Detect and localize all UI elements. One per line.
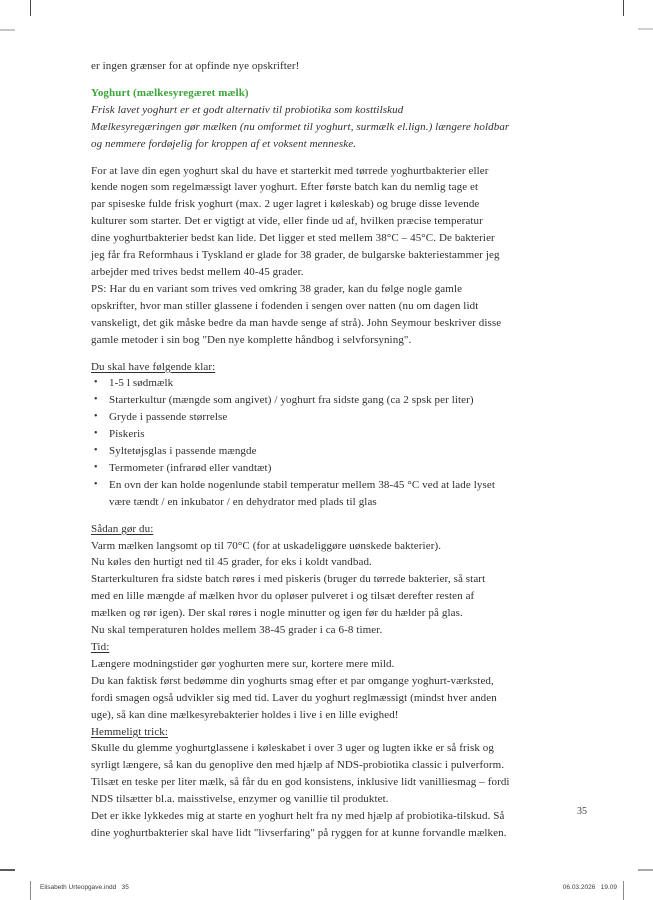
page-number: 35 [577,806,587,817]
text-line: gamle metoder i sin bog "Den nye komplette håndbog i selvforsyning". [91,333,412,346]
bullet-text [109,426,571,443]
bullet-dot-icon: • [94,478,98,490]
text-line: vanskeligt, det gik måske bedre da man havde senge af strå). John Seymour beskriver disse [91,316,502,329]
bullet-text [109,477,571,511]
crop-mark-bottom-left-horizontal [0,869,15,871]
text-line: mælken og rør igen). Der skal røres i nogle minutter og igen før du hælder på glas. [91,607,463,620]
sub-heading: Tid: [91,641,110,653]
text-line: kulturer som starter. Det er vigtigt at vide, eller finde ud af, hvilken præcise temperatur [91,215,483,228]
slug-divider-right [623,881,624,900]
bullet-text [109,460,571,477]
crop-mark-top-left-horizontal [0,29,15,31]
footer-datetime: 06.03.2026 19.09 [562,884,617,891]
footer-filename: Elisabeth Urteopgave.indd 35 [40,884,129,891]
text-line: Termometer (infrarød eller vandtæt) [109,461,272,474]
text-line: Nu køles den hurtigt ned til 45 grader, for eks i koldt vandbad. [91,556,372,569]
crop-mark-top-left-vertical [30,0,31,16]
text-line: arbejder med trives bedst mellem 40-45 grader. [91,265,304,278]
text-line: Starterkultur (mængde som angivet) / yoghurt fra sidste gang (ca 2 spsk per liter) [109,394,474,407]
text-line: Mælkesyregæringen gør mælken (nu omformet til yoghurt, surmælk el.lign.) længere holdbar [91,120,510,133]
bullet-item [91,460,571,477]
text-line: dine yoghurtbakterier bedst kan lide. Det ligger et sted mellem 38°C – 45°C. De bakterier [91,232,495,245]
text-line: par spiseske fulde frisk yoghurt (max. 2 uger lagret i køleskab) og bruge disse levende [91,198,480,211]
text-line: med en lille mængde af mælken hvor du opløser pulveret i og tilsæt derefter resten af [91,590,475,603]
bullet-item [91,409,571,426]
bullet-text [109,392,571,409]
paragraph [91,656,571,724]
bullet-text [109,409,571,426]
text-line: og nemmere fordøjelig for kroppen af et voksent menneske. [91,137,357,150]
text-line: For at lave din egen yoghurt skal du have et starterkit med tørrede yoghurtbakterier eller [91,164,489,177]
text-line: Skulle du glemme yoghurtglassene i køleskabet i over 3 uger og lugten ikke er så frisk og [91,742,494,755]
text-line: kende nogen som regelmæssigt laver yoghurt. Efter første batch kan du nemlig tage et [91,181,479,194]
text-line: Varm mælken langsomt op til 70°C (for at uskadeliggøre uønskede bakterier). [91,539,442,552]
bullet-item [91,477,571,511]
text-line: være tændt / en inkubator / en dehydrator med plads til glas [109,495,377,508]
bullet-dot-icon: • [94,411,98,423]
bullet-item [91,443,571,460]
text-line: En ovn der kan holde nogenlunde stabil temperatur mellem 38-45 °C ved at lade lyset [109,478,495,491]
paragraph [91,58,571,75]
text-line: uge), så kan dine mælkesyrebakterier holdes i live i en lille evighed! [91,708,399,721]
lead-paragraph [91,102,571,153]
text-line: er ingen grænser for at opfinde nye opskrifter! [91,60,300,72]
slug-divider-left [30,881,31,900]
bullet-dot-icon: • [94,377,98,389]
crop-mark-top-right-vertical [623,0,624,16]
sub-heading: Sådan gør du: [91,522,154,535]
text-line: Syltetøjsglas i passende mængde [109,445,257,458]
paragraph [91,538,571,639]
bullet-item [91,392,571,409]
text-line: jeg får fra Reformhaus i Tyskland er glade for 38 grader, de bulgarske bakteriestammer jeg [91,249,500,262]
section-heading: Yoghurt (mælkesyregæret mælk) [91,86,249,99]
bullet-item [91,375,571,392]
text-line: Starterkulturen fra sidste batch røres i med piskeris (bruger du tørrede bakterier, så start [91,573,486,586]
bullet-item [91,426,571,443]
text-line: 1-5 l sødmælk [109,377,174,390]
text-line: Gryde i passende størrelse [109,411,228,424]
bullet-dot-icon: • [94,394,98,406]
text-line: NDS tilsætter bl.a. maisstivelse, enzymer og vanillie til produktet. [91,793,389,806]
text-line: fordi smagen også udvikler sig med tid. Laver du yoghurt reglmæssigt (mindst hver anden [91,691,497,704]
text-line: opskrifter, hvor man stiller glassene i fodenden i sengen over natten (nu om dagen lidt [91,299,479,312]
bullet-text [109,443,571,460]
text-line: Længere modningstider gør yoghurten mere sur, kortere mere mild. [91,657,395,670]
crop-mark-top-right-horizontal [638,28,653,30]
text-line: Frisk lavet yoghurt er et godt alternativ til probiotika som kosttilskud [91,103,404,116]
text-line: Nu skal temperaturen holdes mellem 38-45 grader i ca 6-8 timer. [91,624,383,637]
text-line: PS: Har du en variant som trives ved omkring 38 grader, kan du følge nogle gamle [91,282,463,295]
text-line: dine yoghurtbakterier skal have lidt "livserfaring" på ryggen for at kunne forvandle mælken. [91,826,507,839]
sub-heading: Hemmeligt trick: [91,725,169,738]
bullet-dot-icon: • [94,461,98,473]
text-line: Tilsæt en teske per liter mælk, så får du en god konsistens, inklusive lidt vanilliesmag – fordi [91,776,510,789]
bullet-list [91,375,571,510]
sub-heading: Du skal have følgende klar: [91,360,216,373]
bullet-dot-icon: • [94,445,98,457]
bullet-dot-icon: • [94,428,98,440]
text-line: Du kan faktisk først bedømme din yoghurts smag efter et par omgange yoghurt-værksted, [91,674,494,687]
paragraph [91,163,571,349]
crop-mark-bottom-right-horizontal [638,869,653,871]
text-line: Piskeris [109,428,145,441]
paragraph [91,740,571,841]
text-line: Det er ikke lykkedes mig at starte en yoghurt helt fra ny med hjælp af probiotika-tilskud. Så [91,810,505,823]
text-line: syrligt længere, så kan du genoplive den med hjælp af NDS-probiotika classic i pulverform. [91,759,505,772]
text-column [91,58,571,842]
bullet-text [109,375,571,392]
